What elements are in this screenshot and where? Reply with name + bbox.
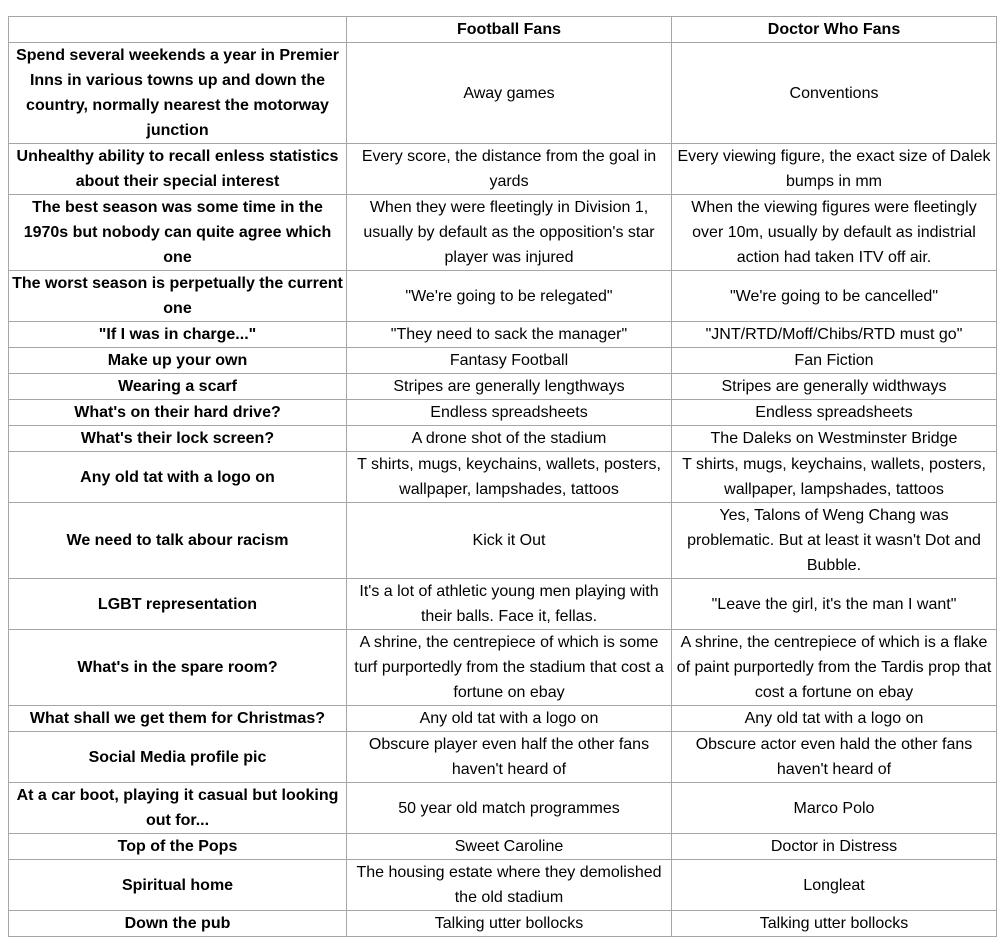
- football-cell: Fantasy Football: [347, 348, 672, 374]
- table-row: [9, 144, 997, 195]
- table-row: [9, 426, 997, 452]
- football-cell: A shrine, the centrepiece of which is some turf purportedly from the stadium that cost a fortune on ebay: [347, 630, 672, 706]
- table-row: [9, 834, 997, 860]
- football-cell: "They need to sack the manager": [347, 322, 672, 348]
- doctor-who-cell: A shrine, the centrepiece of which is a flake of paint purportedly from the Tardis prop that cost a fortune on ebay: [672, 630, 997, 706]
- table-row: [9, 706, 997, 732]
- row-label: Any old tat with a logo on: [9, 452, 347, 503]
- table-row: [9, 400, 997, 426]
- table-row: [9, 503, 997, 579]
- row-label: Spiritual home: [9, 860, 347, 911]
- football-cell: Sweet Caroline: [347, 834, 672, 860]
- doctor-who-cell: "Leave the girl, it's the man I want": [672, 579, 997, 630]
- header-doctor-who-fans: Doctor Who Fans: [672, 17, 997, 43]
- row-label: We need to talk abour racism: [9, 503, 347, 579]
- doctor-who-cell: "We're going to be cancelled": [672, 271, 997, 322]
- doctor-who-cell: Obscure actor even hald the other fans haven't heard of: [672, 732, 997, 783]
- row-label: What's on their hard drive?: [9, 400, 347, 426]
- table-row: [9, 374, 997, 400]
- doctor-who-cell: Talking utter bollocks: [672, 911, 997, 937]
- row-label: What's their lock screen?: [9, 426, 347, 452]
- doctor-who-cell: Marco Polo: [672, 783, 997, 834]
- table-row: [9, 452, 997, 503]
- header-football-fans: Football Fans: [347, 17, 672, 43]
- football-cell: 50 year old match programmes: [347, 783, 672, 834]
- doctor-who-cell: Fan Fiction: [672, 348, 997, 374]
- table-row: [9, 271, 997, 322]
- doctor-who-cell: "JNT/RTD/Moff/Chibs/RTD must go": [672, 322, 997, 348]
- row-label: At a car boot, playing it casual but looking out for...: [9, 783, 347, 834]
- football-cell: "We're going to be relegated": [347, 271, 672, 322]
- football-cell: Any old tat with a logo on: [347, 706, 672, 732]
- row-label: Unhealthy ability to recall enless statistics about their special interest: [9, 144, 347, 195]
- football-cell: Talking utter bollocks: [347, 911, 672, 937]
- row-label: Make up your own: [9, 348, 347, 374]
- doctor-who-cell: Longleat: [672, 860, 997, 911]
- table-row: [9, 579, 997, 630]
- row-label: The worst season is perpetually the current one: [9, 271, 347, 322]
- football-cell: When they were fleetingly in Division 1, usually by default as the opposition's star player was injured: [347, 195, 672, 271]
- table-row: [9, 195, 997, 271]
- doctor-who-cell: Endless spreadsheets: [672, 400, 997, 426]
- doctor-who-cell: The Daleks on Westminster Bridge: [672, 426, 997, 452]
- table-row: [9, 911, 997, 937]
- row-label: Spend several weekends a year in Premier Inns in various towns up and down the country, normally nearest the motorway junction: [9, 43, 347, 144]
- table-row: [9, 348, 997, 374]
- row-label: Social Media profile pic: [9, 732, 347, 783]
- football-cell: The housing estate where they demolished the old stadium: [347, 860, 672, 911]
- football-cell: Every score, the distance from the goal in yards: [347, 144, 672, 195]
- doctor-who-cell: Conventions: [672, 43, 997, 144]
- row-label: LGBT representation: [9, 579, 347, 630]
- table-row: [9, 732, 997, 783]
- football-cell: Obscure player even half the other fans haven't heard of: [347, 732, 672, 783]
- row-label: Top of the Pops: [9, 834, 347, 860]
- doctor-who-cell: Stripes are generally widthways: [672, 374, 997, 400]
- header-row: [9, 17, 997, 43]
- table-row: [9, 630, 997, 706]
- table-row: [9, 322, 997, 348]
- table-row: [9, 43, 997, 144]
- football-cell: T shirts, mugs, keychains, wallets, posters, wallpaper, lampshades, tattoos: [347, 452, 672, 503]
- row-label: "If I was in charge...": [9, 322, 347, 348]
- doctor-who-cell: Doctor in Distress: [672, 834, 997, 860]
- doctor-who-cell: Every viewing figure, the exact size of Dalek bumps in mm: [672, 144, 997, 195]
- comparison-table: [8, 16, 997, 937]
- football-cell: Kick it Out: [347, 503, 672, 579]
- doctor-who-cell: Yes, Talons of Weng Chang was problematic. But at least it wasn't Dot and Bubble.: [672, 503, 997, 579]
- row-label: Wearing a scarf: [9, 374, 347, 400]
- header-blank: [9, 17, 347, 43]
- doctor-who-cell: T shirts, mugs, keychains, wallets, posters, wallpaper, lampshades, tattoos: [672, 452, 997, 503]
- row-label: Down the pub: [9, 911, 347, 937]
- football-cell: Stripes are generally lengthways: [347, 374, 672, 400]
- doctor-who-cell: When the viewing figures were fleetingly over 10m, usually by default as indistrial action had taken ITV off air.: [672, 195, 997, 271]
- football-cell: Away games: [347, 43, 672, 144]
- row-label: What's in the spare room?: [9, 630, 347, 706]
- football-cell: It's a lot of athletic young men playing with their balls. Face it, fellas.: [347, 579, 672, 630]
- row-label: What shall we get them for Christmas?: [9, 706, 347, 732]
- football-cell: A drone shot of the stadium: [347, 426, 672, 452]
- table-row: [9, 783, 997, 834]
- football-cell: Endless spreadsheets: [347, 400, 672, 426]
- table-row: [9, 860, 997, 911]
- doctor-who-cell: Any old tat with a logo on: [672, 706, 997, 732]
- row-label: The best season was some time in the 1970s but nobody can quite agree which one: [9, 195, 347, 271]
